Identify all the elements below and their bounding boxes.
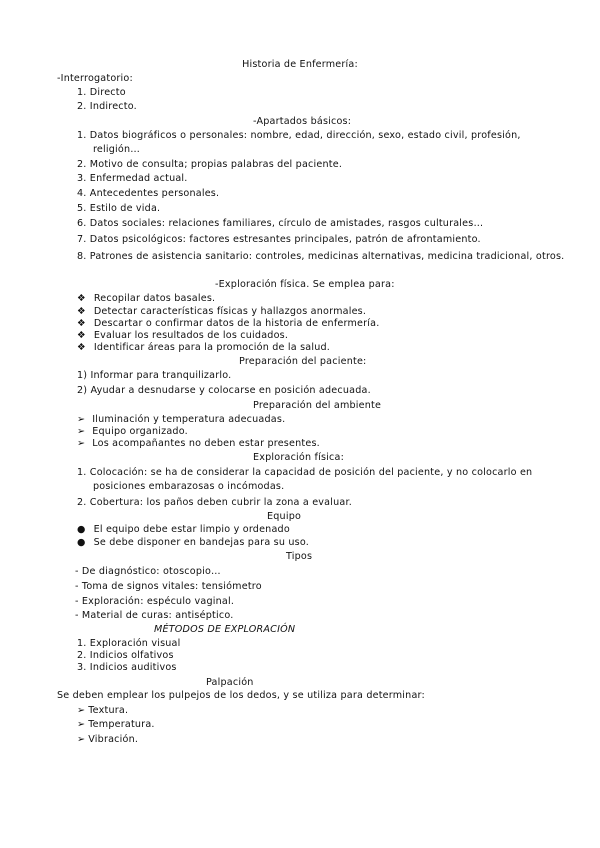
diamond-bullet-icon: ❖ [77,293,86,304]
list-item: 1) Informar para tranquilizarlo. [77,370,232,381]
list-item: ❖ Recopilar datos basales. [77,293,216,304]
list-item: ➢ Equipo organizado. [77,426,188,437]
list-item: religión… [93,144,141,155]
interrogatorio-heading: -Interrogatorio: [57,73,133,84]
list-item: 2. Cobertura: los paños deben cubrir la zona a evaluar. [77,497,353,508]
list-item: 8. Patrones de asistencia sanitario: controles, medicinas alternativas, medicina tradicional, otros. [77,251,565,262]
arrow-bullet-icon: ➢ [77,426,86,437]
list-item: ❖ Identificar áreas para la promoción de la salud. [77,342,331,353]
list-item: ➢ Iluminación y temperatura adecuadas. [77,414,286,425]
list-item: ❖ Descartar o confirmar datos de la historia de enfermería. [77,318,380,329]
list-item: 2. Indirecto. [77,101,137,112]
diamond-bullet-icon: ❖ [77,342,86,353]
list-item: 7. Datos psicológicos: factores estresantes principales, patrón de afrontamiento. [77,234,481,245]
diamond-bullet-icon: ❖ [77,330,86,341]
list-item: 6. Datos sociales: relaciones familiares, círculo de amistades, rasgos culturales… [77,218,484,229]
list-item: ● El equipo debe estar limpio y ordenado [77,524,290,535]
list-item: ➢ Vibración. [77,734,139,745]
list-item: - Exploración: espéculo vaginal. [75,596,235,607]
diamond-bullet-icon: ❖ [77,318,86,329]
arrow-bullet-icon: ➢ [77,705,86,716]
list-item: 1. Colocación: se ha de considerar la capacidad de posición del paciente, y no colocarlo en [77,467,533,478]
list-item: - De diagnóstico: otoscopio… [75,566,221,577]
list-item: ❖ Detectar características físicas y hallazgos anormales. [77,306,367,317]
list-item: posiciones embarazosas o incómodas. [93,481,285,492]
diamond-bullet-icon: ❖ [77,306,86,317]
list-item: - Material de curas: antiséptico. [75,610,234,621]
palpacion-intro: Se deben emplear los pulpejos de los dedos, y se utiliza para determinar: [57,690,425,701]
arrow-bullet-icon: ➢ [77,734,86,745]
list-item: ● Se debe disponer en bandejas para su uso. [77,537,310,548]
palpacion-heading: Palpación [206,677,254,688]
list-item: 2. Indicios olfativos [77,650,174,661]
exploracion-heading: -Exploración física. Se emplea para: [215,279,395,290]
equipo-heading: Equipo [267,511,302,522]
list-item: 3. Indicios auditivos [77,662,177,673]
exploracion-fisica-heading: Exploración física: [253,452,345,463]
list-item: ➢ Los acompañantes no deben estar presentes. [77,438,320,449]
arrow-bullet-icon: ➢ [77,438,86,449]
tipos-heading: Tipos [286,551,313,562]
list-item: 1. Exploración visual [77,638,181,649]
dot-bullet-icon: ● [77,537,86,548]
list-item: - Toma de signos vitales: tensiómetro [75,581,262,592]
list-item: 1. Directo [77,87,126,98]
arrow-bullet-icon: ➢ [77,414,86,425]
apartados-heading: -Apartados básicos: [253,116,352,127]
list-item: 3. Enfermedad actual. [77,173,188,184]
dot-bullet-icon: ● [77,524,86,535]
list-item: 2) Ayudar a desnudarse y colocarse en posición adecuada. [77,385,371,396]
list-item: ➢ Textura. [77,705,129,716]
list-item: 2. Motivo de consulta; propias palabras del paciente. [77,159,343,170]
list-item: 1. Datos biográficos o personales: nombre, edad, dirección, sexo, estado civil, profesión, [77,130,521,141]
metodos-heading: MÉTODOS DE EXPLORACIÓN [154,624,296,635]
preparacion-ambiente-heading: Preparación del ambiente [253,400,382,411]
list-item: 5. Estilo de vida. [77,203,161,214]
list-item: ❖ Evaluar los resultados de los cuidados. [77,330,289,341]
preparacion-paciente-heading: Preparación del paciente: [239,356,367,367]
arrow-bullet-icon: ➢ [77,719,86,730]
list-item: ➢ Temperatura. [77,719,155,730]
page-title: Historia de Enfermería: [242,59,358,70]
list-item: 4. Antecedentes personales. [77,188,220,199]
